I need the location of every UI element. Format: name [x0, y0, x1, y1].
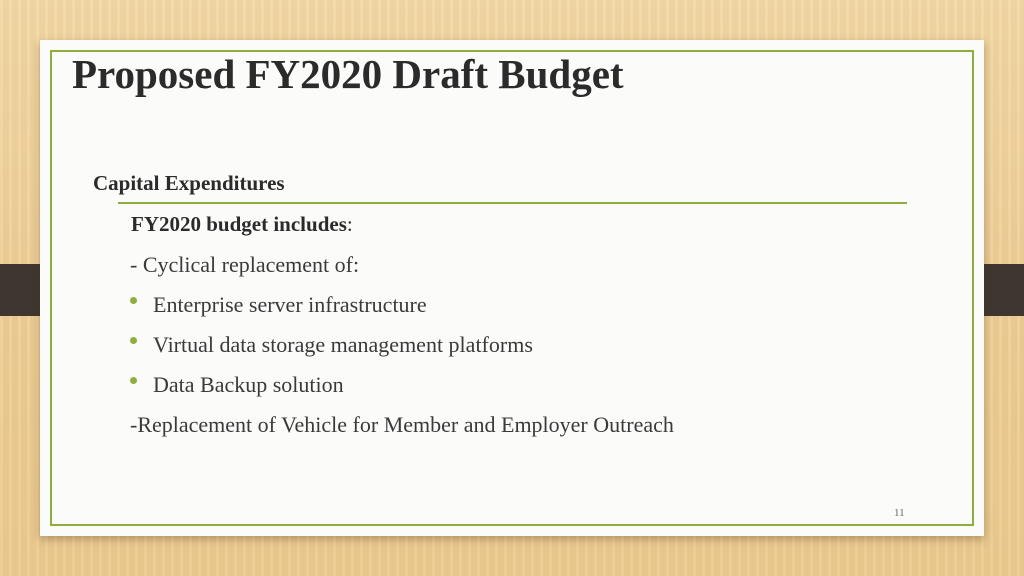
slide-card	[40, 40, 984, 536]
list-item-text: Virtual data storage management platforms	[153, 332, 533, 357]
list-item-text: Enterprise server infrastructure	[153, 292, 427, 317]
slide-frame	[50, 50, 974, 526]
cyclical-replacement-line: - Cyclical replacement of:	[130, 252, 360, 277]
budget-intro	[131, 212, 353, 237]
budget-intro-label: FY2020 budget includes	[131, 212, 347, 236]
bullet-icon	[130, 297, 137, 304]
slide-title: Proposed FY2020 Draft Budget	[72, 51, 624, 97]
budget-intro-colon: :	[346, 212, 353, 236]
list-item	[130, 332, 533, 358]
list-item	[130, 372, 344, 398]
list-item-text: Data Backup solution	[153, 372, 344, 397]
list-item	[130, 292, 427, 318]
section-heading: Capital Expenditures	[93, 171, 285, 195]
bullet-icon	[130, 337, 137, 344]
section-divider	[118, 202, 907, 204]
slide-number: 11	[894, 507, 905, 519]
bullet-icon	[130, 377, 137, 384]
vehicle-replacement-line: -Replacement of Vehicle for Member and Employer Outreach	[130, 412, 674, 437]
